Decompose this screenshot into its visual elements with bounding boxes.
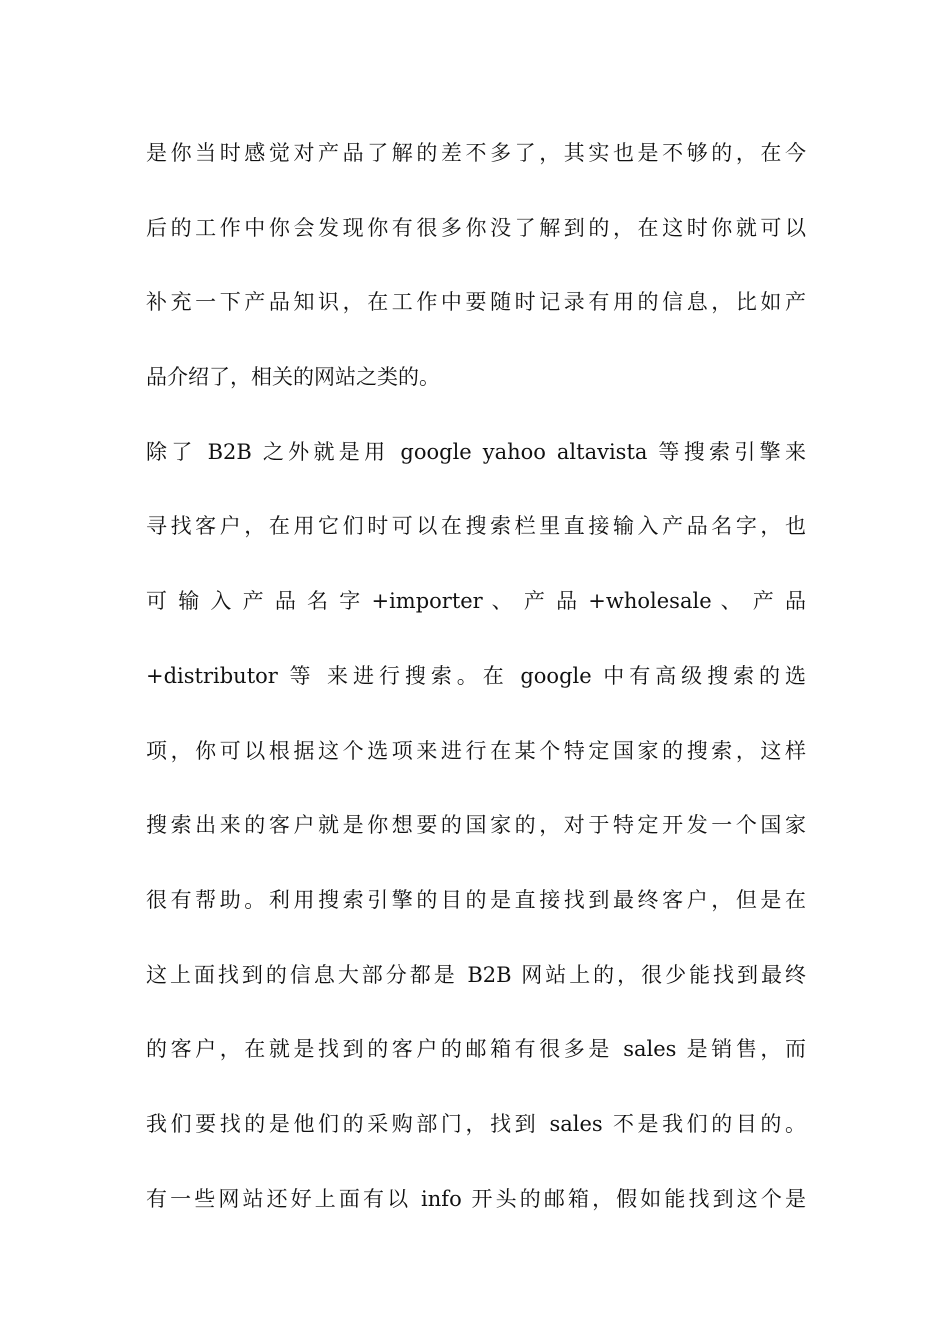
text-line: 的客户，在就是找到的客户的邮箱有很多是 sales 是销售，而 [146,1037,806,1062]
text-line: 品介绍了，相关的网站之类的。 [146,365,440,390]
text-line: 补充一下产品知识，在工作中要随时记录有用的信息，比如产 [146,290,806,315]
text-line: 可 输 入 产 品 名 字 +importer 、 产 品 +wholesale 、 产 品 [146,589,806,614]
text-line: 这上面找到的信息大部分都是 B2B 网站上的，很少能找到最终 [146,962,806,987]
text-line: 寻找客户，在用它们时可以在搜索栏里直接输入产品名字，也 [146,514,806,539]
text-line: 我们要找的是他们的采购部门，找到 sales 不是我们的目的。 [146,1111,806,1136]
text-line: +distributor 等 来进行搜索。在 google 中有高级搜索的选 [146,663,806,688]
text-line: 后的工作中你会发现你有很多你没了解到的，在这时你就可以 [146,215,806,240]
body-text [146,128,806,1248]
text-line: 很有帮助。利用搜索引擎的目的是直接找到最终客户，但是在 [146,887,806,912]
text-line: 有一些网站还好上面有以 info 开头的邮箱，假如能找到这个是 [146,1186,806,1211]
text-line: 项，你可以根据这个选项来进行在某个特定国家的搜索，这样 [146,738,806,763]
text-line: 是你当时感觉对产品了解的差不多了，其实也是不够的，在今 [146,141,806,165]
text-line: 除了 B2B 之外就是用 google yahoo altavista 等搜索引擎来 [146,439,806,464]
text-line: 搜索出来的客户就是你想要的国家的，对于特定开发一个国家 [146,813,806,838]
